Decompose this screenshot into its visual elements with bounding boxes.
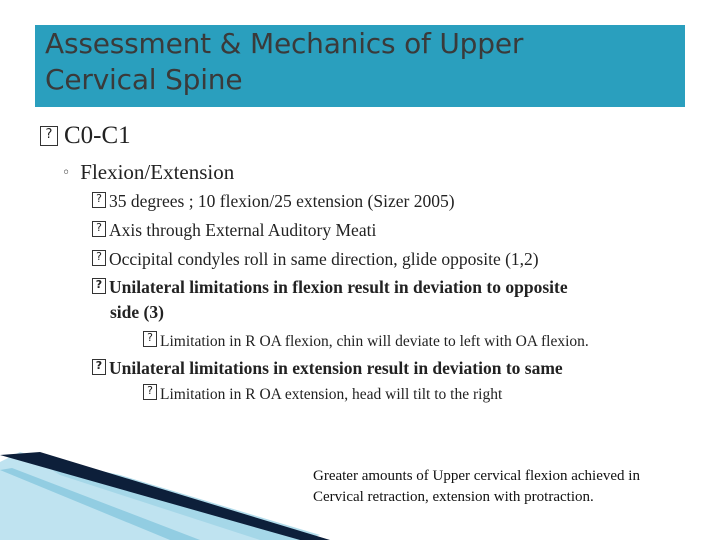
list-item-continuation: side (3) bbox=[110, 302, 164, 322]
list-item-text: Axis through External Auditory Meati bbox=[109, 220, 377, 240]
list-subitem-text: Limitation in R OA extension, head will tilt to the right bbox=[160, 386, 503, 403]
list-item-text: Unilateral limitations in flexion result in deviation to opposite bbox=[109, 277, 568, 297]
image-caption: Greater amounts of Upper cervical flexion achieved in Cervical retraction, extension with protraction. bbox=[313, 468, 640, 505]
list-item-text: 35 degrees ; 10 flexion/25 extension (Sizer 2005) bbox=[109, 191, 455, 211]
title-line-1: Assessment & Mechanics of Upper bbox=[45, 27, 524, 60]
list-item-text: Occipital condyles roll in same direction, glide opposite (1,2) bbox=[109, 249, 539, 269]
list-item-text: Unilateral limitations in extension result in deviation to same bbox=[109, 358, 563, 378]
ring-bullet-icon: ◦ bbox=[62, 165, 71, 181]
level2-text: Flexion/Extension bbox=[80, 160, 235, 184]
title-line-2: Cervical Spine bbox=[45, 63, 243, 96]
level1-text: C0-C1 bbox=[64, 122, 131, 149]
list-subitem-text: Limitation in R OA flexion, chin will deviate to left with OA flexion. bbox=[160, 333, 589, 350]
